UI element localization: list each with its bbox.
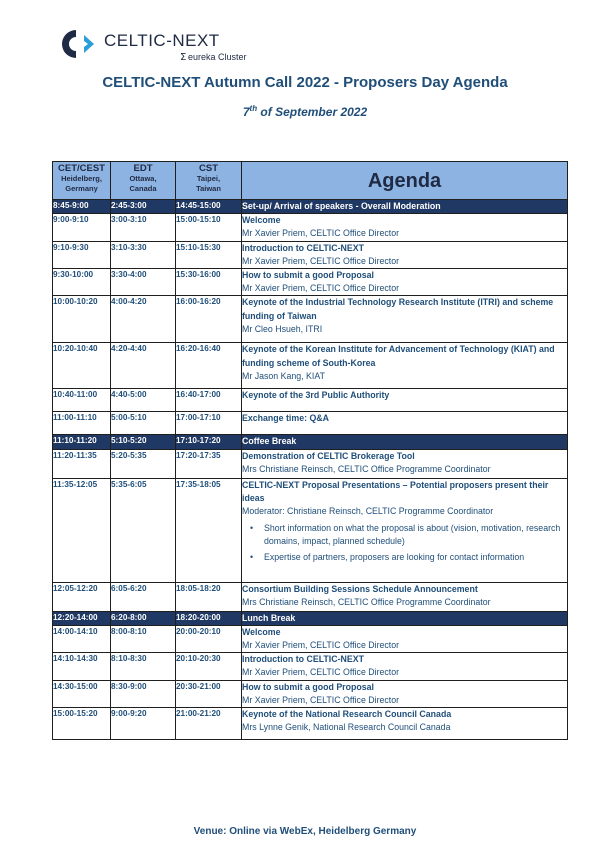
time-cet: 8:45-9:00	[53, 200, 111, 214]
col-header-edt: EDT Ottawa, Canada	[111, 162, 176, 200]
session-speaker: Mr Xavier Priem, CELTIC Office Director	[242, 255, 400, 266]
time-edt: 4:20-4:40	[111, 343, 176, 389]
time-cst: 17:35-18:05	[176, 478, 242, 582]
time-cet: 11:10-11:20	[53, 435, 111, 449]
time-edt: 2:45-3:00	[111, 200, 176, 214]
session-cell	[242, 269, 568, 296]
bullet-dot-icon: •	[250, 551, 254, 562]
session-cell	[242, 435, 568, 449]
session-title: Demonstration of CELTIC Brokerage Tool	[242, 450, 415, 461]
col-header-cet: CET/CEST Heidelberg, Germany	[53, 162, 111, 200]
session-cell	[242, 412, 568, 435]
session-cell	[242, 214, 568, 241]
session-speaker: Mrs Christiane Reinsch, CELTIC Office Programme Coordinator	[242, 596, 491, 607]
time-edt: 4:00-4:20	[111, 296, 176, 343]
celtic-next-logo	[60, 24, 260, 64]
session-speaker: Mr Cleo Hsueh, ITRI	[242, 323, 323, 334]
logo-wordmark: CELTIC-NEXT	[104, 31, 220, 50]
celtic-c-icon	[62, 30, 94, 58]
col-header-agenda: Agenda	[242, 162, 568, 200]
bullet-text: Short information on what the proposal is about (vision, motivation, research domains, impact, planned schedule)	[264, 523, 561, 547]
session-cell	[242, 449, 568, 478]
session-title: Lunch Break	[242, 612, 296, 623]
session-cell	[242, 343, 568, 389]
session-cell	[242, 200, 568, 214]
agenda-row	[53, 478, 568, 582]
venue-footer: Venue: Online via WebEx, Heidelberg Germany	[193, 826, 417, 837]
time-edt: 6:20-8:00	[111, 611, 176, 625]
agenda-row	[53, 241, 568, 268]
session-cell	[242, 653, 568, 680]
time-edt: 3:00-3:10	[111, 214, 176, 241]
agenda-row	[53, 611, 568, 625]
session-title: Keynote of the Korean Institute for Advancement of Technology (KIAT) and funding scheme of South-Korea	[242, 344, 555, 368]
time-cst: 16:40-17:00	[176, 389, 242, 412]
session-speaker: Mrs Christiane Reinsch, CELTIC Office Programme Coordinator	[242, 463, 491, 474]
time-cst: 18:05-18:20	[176, 582, 242, 611]
time-cet: 9:00-9:10	[53, 214, 111, 241]
session-title: Set-up/ Arrival of speakers - Overall Moderation	[242, 201, 441, 211]
session-title: Consortium Building Sessions Schedule Announcement	[242, 583, 478, 594]
agenda-row	[53, 680, 568, 707]
time-edt: 3:30-4:00	[111, 269, 176, 296]
bullet-text: Expertise of partners, proposers are looking for contact information	[264, 551, 525, 562]
session-title: Welcome	[242, 626, 281, 637]
time-cst: 16:20-16:40	[176, 343, 242, 389]
time-cet: 11:00-11:10	[53, 412, 111, 435]
session-title: Introduction to CELTIC-NEXT	[242, 242, 364, 253]
bullet-item	[246, 522, 567, 548]
bullet-dot-icon: •	[250, 523, 254, 534]
time-cet: 14:10-14:30	[53, 653, 111, 680]
session-speaker: Mrs Lynne Genik, National Research Council Canada	[242, 722, 451, 733]
time-cst: 15:00-15:10	[176, 214, 242, 241]
agenda-table	[52, 161, 568, 740]
time-cet: 14:00-14:10	[53, 625, 111, 652]
session-title: Keynote of the 3rd Public Authority	[242, 390, 390, 401]
time-cst: 15:30-16:00	[176, 269, 242, 296]
session-speaker: Mr Xavier Priem, CELTIC Office Director	[242, 640, 400, 651]
time-cst: 17:10-17:20	[176, 435, 242, 449]
time-cst: 17:00-17:10	[176, 412, 242, 435]
time-cet: 10:20-10:40	[53, 343, 111, 389]
session-title: Introduction to CELTIC-NEXT	[242, 654, 364, 665]
time-cet: 15:00-15:20	[53, 708, 111, 740]
time-cst: 15:10-15:30	[176, 241, 242, 268]
time-cet: 9:10-9:30	[53, 241, 111, 268]
session-title: How to submit a good Proposal	[242, 681, 374, 692]
session-title: Keynote of the National Research Council Canada	[242, 709, 452, 720]
session-cell	[242, 625, 568, 652]
agenda-row	[53, 200, 568, 214]
time-cet: 11:35-12:05	[53, 478, 111, 582]
session-cell	[242, 241, 568, 268]
session-title: CELTIC-NEXT Proposal Presentations – Potential proposers present their ideas	[242, 479, 549, 503]
agenda-row	[53, 296, 568, 343]
bullet-item	[246, 551, 567, 564]
session-cell	[242, 582, 568, 611]
logo-tagline: eureka Cluster	[188, 52, 247, 62]
col-header-cst: CST Taipei, Taiwan	[176, 162, 242, 200]
session-bullet-list	[242, 522, 567, 564]
agenda-row	[53, 343, 568, 389]
agenda-row	[53, 582, 568, 611]
time-cst: 17:20-17:35	[176, 449, 242, 478]
session-speaker: Mr Xavier Priem, CELTIC Office Director	[242, 667, 400, 678]
agenda-row	[53, 214, 568, 241]
time-edt: 5:00-5:10	[111, 412, 176, 435]
session-cell	[242, 389, 568, 412]
session-title: Coffee Break	[242, 436, 297, 447]
time-edt: 8:10-8:30	[111, 653, 176, 680]
agenda-row	[53, 653, 568, 680]
agenda-row	[53, 435, 568, 449]
date-rest: of September 2022	[257, 105, 368, 119]
session-speaker: Mr Xavier Priem, CELTIC Office Director	[242, 228, 400, 239]
agenda-row	[53, 625, 568, 652]
session-title: Welcome	[242, 215, 281, 226]
time-cet: 14:30-15:00	[53, 680, 111, 707]
time-cet: 12:20-14:00	[53, 611, 111, 625]
page-title: CELTIC-NEXT Autumn Call 2022 - Proposers Day Agenda	[102, 74, 508, 91]
date-suffix: th	[249, 104, 258, 113]
agenda-row	[53, 708, 568, 740]
agenda-row	[53, 412, 568, 435]
session-speaker: Mr Xavier Priem, CELTIC Office Director	[242, 694, 400, 705]
time-edt: 8:30-9:00	[111, 680, 176, 707]
session-cell	[242, 478, 568, 582]
time-cst: 16:00-16:20	[176, 296, 242, 343]
time-cet: 10:40-11:00	[53, 389, 111, 412]
time-cst: 21:00-21:20	[176, 708, 242, 740]
time-cst: 20:10-20:30	[176, 653, 242, 680]
agenda-row	[53, 389, 568, 412]
session-cell	[242, 611, 568, 625]
session-speaker: Mr Jason Kang, KIAT	[242, 370, 325, 381]
date-day: 7	[242, 105, 250, 119]
time-edt: 6:05-6:20	[111, 582, 176, 611]
time-edt: 5:35-6:05	[111, 478, 176, 582]
time-cet: 11:20-11:35	[53, 449, 111, 478]
time-cst: 14:45-15:00	[176, 200, 242, 214]
session-speaker: Moderator: Christiane Reinsch, CELTIC Programme Coordinator	[242, 506, 494, 517]
time-cst: 20:00-20:10	[176, 625, 242, 652]
time-cst: 20:30-21:00	[176, 680, 242, 707]
agenda-body	[53, 200, 568, 740]
session-title: Exchange time: Q&A	[242, 413, 330, 424]
time-edt: 5:20-5:35	[111, 449, 176, 478]
session-cell	[242, 708, 568, 740]
session-title: Keynote of the Industrial Technology Research Institute (ITRI) and scheme funding of Taiwan	[242, 297, 554, 321]
agenda-header-row	[53, 162, 568, 200]
agenda-row	[53, 269, 568, 296]
session-cell	[242, 680, 568, 707]
session-title: How to submit a good Proposal	[242, 270, 374, 281]
event-date	[0, 104, 610, 119]
eureka-sigma-icon: Σ	[180, 52, 187, 63]
time-edt: 9:00-9:20	[111, 708, 176, 740]
time-edt: 3:10-3:30	[111, 241, 176, 268]
time-cet: 10:00-10:20	[53, 296, 111, 343]
agenda-row	[53, 449, 568, 478]
session-speaker: Mr Xavier Priem, CELTIC Office Director	[242, 283, 400, 294]
time-edt: 5:10-5:20	[111, 435, 176, 449]
time-edt: 4:40-5:00	[111, 389, 176, 412]
time-cst: 18:20-20:00	[176, 611, 242, 625]
time-cet: 12:05-12:20	[53, 582, 111, 611]
session-cell	[242, 296, 568, 343]
time-edt: 8:00-8:10	[111, 625, 176, 652]
time-cet: 9:30-10:00	[53, 269, 111, 296]
